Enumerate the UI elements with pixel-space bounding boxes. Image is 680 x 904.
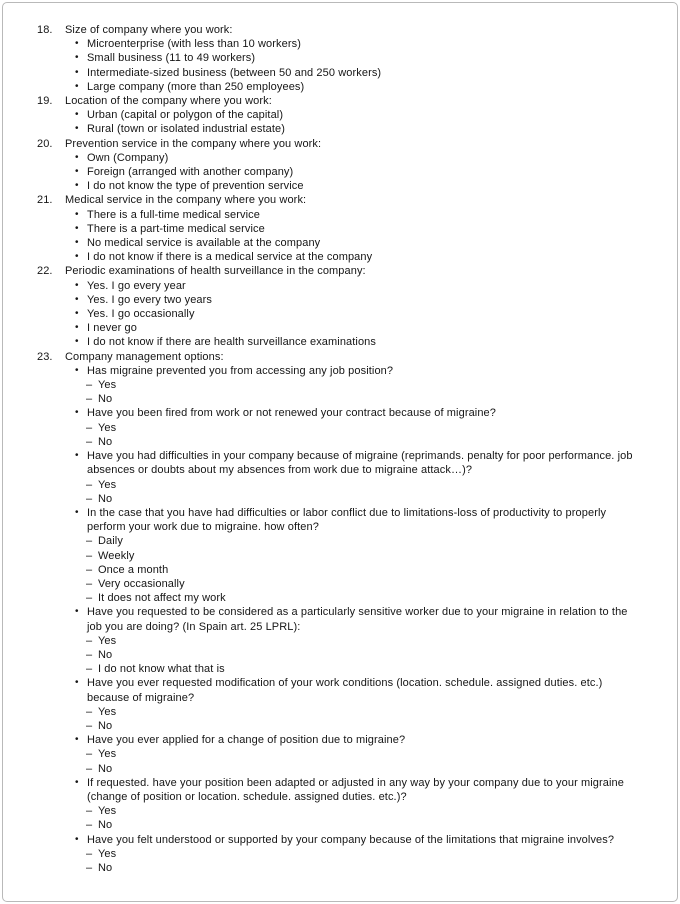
dash-icon: – [86, 748, 93, 761]
option-row [75, 208, 643, 222]
question-heading [37, 350, 643, 364]
bullet-icon: • [75, 151, 79, 163]
option-item [75, 250, 643, 264]
dash-icon: – [86, 549, 93, 562]
sub-option-item [86, 762, 643, 776]
option-row [75, 293, 643, 307]
sub-option-item [86, 662, 643, 676]
dash-icon: – [86, 634, 93, 647]
option-item [75, 108, 643, 122]
sub-option-text: Yes [98, 705, 117, 718]
sub-option-text: Weekly [98, 549, 135, 562]
option-row [75, 776, 643, 804]
option-row [75, 279, 643, 293]
option-item [75, 80, 643, 94]
bullet-icon: • [75, 407, 79, 419]
bullet-icon: • [75, 364, 79, 376]
option-item [75, 151, 643, 165]
option-text: Have you ever applied for a change of position due to migraine? [87, 734, 406, 747]
bullet-icon: • [75, 222, 79, 234]
question-text: Company management options: [65, 350, 224, 363]
sub-option-item [86, 591, 643, 605]
option-item [75, 51, 643, 65]
bullet-icon: • [75, 606, 79, 618]
sub-option-text: No [98, 719, 113, 732]
option-item [75, 222, 643, 236]
option-text: Have you been fired from work or not renewed your contract because of migraine? [87, 407, 496, 420]
sub-option-text: Yes [98, 478, 117, 491]
sub-option-text: Yes [98, 379, 117, 392]
question-number: 22. [37, 265, 53, 278]
sub-option-list [75, 634, 643, 677]
option-text: Have you requested to be considered as a particularly sensitive worker due to your migraine in relation to the job you are doing? (In Spain art. 25 LPRL): [87, 606, 628, 633]
question-number: 20. [37, 137, 53, 150]
question-heading [37, 193, 643, 207]
dash-icon: – [86, 577, 93, 590]
bullet-icon: • [75, 776, 79, 788]
bullet-icon: • [75, 833, 79, 845]
option-row [75, 321, 643, 335]
option-row [75, 151, 643, 165]
question-heading [37, 137, 643, 151]
question-item [37, 193, 643, 264]
sub-option-list [75, 747, 643, 775]
option-text: In the case that you have had difficulties or labor conflict due to limitations-loss of productivity to properly perform your work due to migraine. how often? [87, 506, 607, 534]
option-text: Large company (more than 250 employees) [87, 80, 305, 93]
sub-option-text: No [98, 648, 113, 661]
sub-option-text: No [98, 861, 113, 874]
sub-option-item [86, 861, 643, 875]
bullet-icon: • [75, 180, 79, 192]
sub-option-item [86, 378, 643, 392]
sub-option-item [86, 847, 643, 861]
bullet-icon: • [75, 237, 79, 249]
question-item [37, 264, 643, 349]
option-row [75, 179, 643, 193]
dash-icon: – [86, 861, 93, 874]
question-text: Medical service in the company where you work: [65, 194, 307, 207]
sub-option-item [86, 421, 643, 435]
option-item [75, 506, 643, 605]
option-text: I never go [87, 322, 137, 335]
option-item [75, 208, 643, 222]
question-item [37, 350, 643, 876]
option-row [75, 108, 643, 122]
question-item [37, 23, 643, 94]
option-row [75, 122, 643, 136]
option-item [75, 335, 643, 349]
question-list [37, 23, 643, 875]
dash-icon: – [86, 478, 93, 491]
option-item [75, 279, 643, 293]
option-item [75, 179, 643, 193]
option-row [75, 222, 643, 236]
question-number: 21. [37, 194, 53, 207]
sub-option-text: No [98, 393, 113, 406]
bullet-icon: • [75, 52, 79, 64]
option-text: Have you ever requested modification of your work conditions (location. schedule. assigned duties. etc.) because of migraine? [87, 677, 603, 704]
sub-option-text: Once a month [98, 563, 169, 576]
question-text: Size of company where you work: [65, 24, 233, 36]
option-text: Urban (capital or polygon of the capital) [87, 109, 284, 122]
question-number: 18. [37, 24, 53, 36]
option-text: Have you had difficulties in your company because of migraine (reprimands. penalty for poor performance. job absences or doubts about my absences from work due to migraine attack…)? [87, 450, 633, 477]
sub-option-text: Yes [98, 847, 117, 860]
bullet-icon: • [75, 80, 79, 92]
option-text: If requested. have your position been adapted or adjusted in any way by your company due to your migraine (change of position or location. schedule. assigned duties. etc.)? [87, 776, 624, 803]
bullet-icon: • [75, 109, 79, 121]
option-text: Yes. I go every two years [87, 293, 212, 306]
option-text: There is a full-time medical service [87, 208, 260, 221]
option-row [75, 676, 643, 704]
option-text: I do not know the type of prevention service [87, 180, 304, 193]
dash-icon: – [86, 719, 93, 732]
bullet-icon: • [75, 251, 79, 263]
dash-icon: – [86, 805, 93, 818]
bullet-icon: • [75, 38, 79, 50]
option-row [75, 733, 643, 747]
option-item [75, 776, 643, 833]
dash-icon: – [86, 421, 93, 434]
option-text: Rural (town or isolated industrial estate) [87, 123, 286, 136]
sub-option-text: No [98, 819, 113, 832]
question-number: 23. [37, 350, 53, 363]
option-row [75, 364, 643, 378]
bullet-icon: • [75, 293, 79, 305]
bullet-icon: • [75, 208, 79, 220]
option-item [75, 364, 643, 407]
option-item [75, 676, 643, 733]
sub-option-item [86, 804, 643, 818]
sub-option-text: Yes [98, 421, 117, 434]
dash-icon: – [86, 492, 93, 505]
sub-option-item [86, 648, 643, 662]
option-text: No medical service is available at the company [87, 237, 321, 250]
sub-option-text: It does not affect my work [98, 592, 226, 605]
question-item [37, 137, 643, 194]
option-row [75, 37, 643, 51]
question-heading [37, 23, 643, 37]
bullet-icon: • [75, 66, 79, 78]
sub-option-item [86, 563, 643, 577]
option-text: Yes. I go every year [87, 279, 186, 292]
sub-option-item [86, 492, 643, 506]
option-row [75, 449, 643, 477]
questionnaire-page [2, 2, 678, 902]
bullet-icon: • [75, 734, 79, 746]
sub-option-text: Yes [98, 634, 117, 647]
option-text: Microenterprise (with less than 10 workers) [87, 38, 301, 51]
sub-option-item [86, 534, 643, 548]
bullet-icon: • [75, 322, 79, 334]
option-item [75, 733, 643, 776]
dash-icon: – [86, 663, 93, 676]
question-text: Periodic examinations of health surveillance in the company: [65, 265, 366, 278]
sub-option-text: No [98, 492, 113, 505]
dash-icon: – [86, 379, 93, 392]
option-item [75, 236, 643, 250]
sub-option-list [75, 804, 643, 832]
sub-option-item [86, 549, 643, 563]
dash-icon: – [86, 435, 93, 448]
question-text: Prevention service in the company where you work: [65, 137, 322, 150]
option-text: I do not know if there are health surveillance examinations [87, 336, 377, 349]
dash-icon: – [86, 592, 93, 605]
sub-option-list [75, 534, 643, 605]
sub-option-item [86, 577, 643, 591]
option-text: Foreign (arranged with another company) [87, 166, 294, 179]
sub-option-list [75, 478, 643, 506]
dash-icon: – [86, 648, 93, 661]
sub-option-text: Daily [98, 535, 123, 548]
sub-option-item [86, 435, 643, 449]
bullet-icon: • [75, 166, 79, 178]
sub-option-item [86, 392, 643, 406]
sub-option-item [86, 818, 643, 832]
sub-option-text: No [98, 762, 113, 775]
bullet-icon: • [75, 506, 79, 518]
option-row [75, 335, 643, 349]
option-row [75, 250, 643, 264]
question-heading [37, 264, 643, 278]
option-row [75, 165, 643, 179]
option-item [75, 165, 643, 179]
option-list [37, 364, 643, 875]
sub-option-item [86, 719, 643, 733]
option-row [75, 506, 643, 534]
sub-option-item [86, 634, 643, 648]
option-list [37, 37, 643, 94]
option-row [75, 406, 643, 420]
option-row [75, 236, 643, 250]
option-row [75, 51, 643, 65]
question-heading [37, 94, 643, 108]
sub-option-list [75, 847, 643, 875]
option-text: Yes. I go occasionally [87, 308, 195, 321]
option-list [37, 108, 643, 136]
option-row [75, 605, 643, 633]
option-item [75, 66, 643, 80]
dash-icon: – [86, 847, 93, 860]
option-row [75, 307, 643, 321]
sub-option-item [86, 478, 643, 492]
question-item [37, 94, 643, 137]
option-text: I do not know if there is a medical service at the company [87, 251, 373, 264]
sub-option-text: No [98, 435, 113, 448]
option-text: There is a part-time medical service [87, 222, 265, 235]
option-item [75, 406, 643, 449]
option-row [75, 66, 643, 80]
option-text: Have you felt understood or supported by your company because of the limitations that migraine involves? [87, 833, 615, 846]
dash-icon: – [86, 705, 93, 718]
option-list [37, 208, 643, 265]
sub-option-list [75, 421, 643, 449]
option-item [75, 605, 643, 676]
option-item [75, 833, 643, 876]
option-item [75, 321, 643, 335]
option-item [75, 449, 643, 506]
sub-option-text: Very occasionally [98, 577, 185, 590]
option-text: Has migraine prevented you from accessing any job position? [87, 364, 394, 377]
bullet-icon: • [75, 677, 79, 689]
option-list [37, 279, 643, 350]
option-list [37, 151, 643, 194]
sub-option-item [86, 747, 643, 761]
sub-option-list [75, 378, 643, 406]
option-item [75, 37, 643, 51]
option-row [75, 80, 643, 94]
bullet-icon: • [75, 123, 79, 135]
sub-option-list [75, 705, 643, 733]
dash-icon: – [86, 535, 93, 548]
option-text: Intermediate-sized business (between 50 and 250 workers) [87, 66, 382, 79]
sub-option-text: I do not know what that is [98, 663, 225, 676]
dash-icon: – [86, 563, 93, 576]
sub-option-text: Yes [98, 748, 117, 761]
option-text: Own (Company) [87, 151, 169, 164]
dash-icon: – [86, 762, 93, 775]
bullet-icon: • [75, 336, 79, 348]
dash-icon: – [86, 393, 93, 406]
option-item [75, 122, 643, 136]
option-row [75, 833, 643, 847]
question-text: Location of the company where you work: [65, 95, 272, 108]
question-number: 19. [37, 95, 53, 108]
option-item [75, 293, 643, 307]
dash-icon: – [86, 819, 93, 832]
bullet-icon: • [75, 308, 79, 320]
option-text: Small business (11 to 49 workers) [87, 52, 256, 65]
sub-option-text: Yes [98, 805, 117, 818]
option-item [75, 307, 643, 321]
bullet-icon: • [75, 279, 79, 291]
bullet-icon: • [75, 450, 79, 462]
sub-option-item [86, 705, 643, 719]
